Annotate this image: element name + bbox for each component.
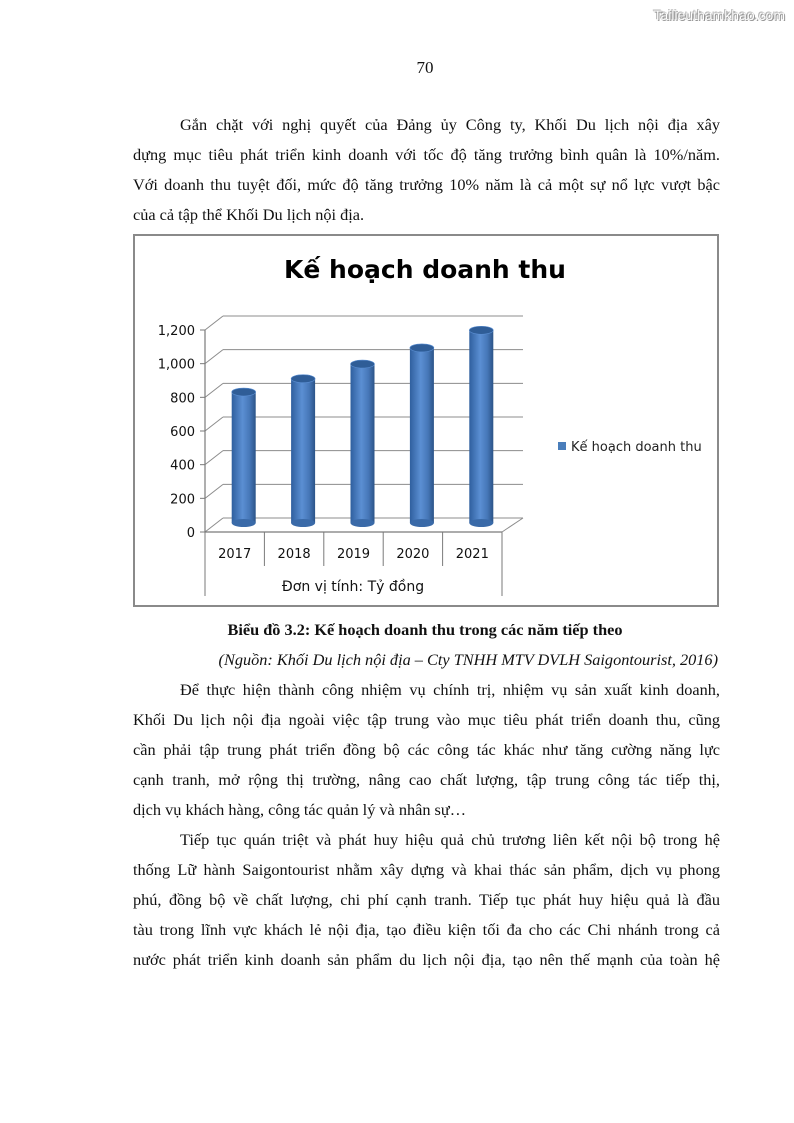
paragraph-line: tàu trong lĩnh vực khách lẻ nội địa, tạo điều kiện tối đa cho các Chi nhánh trong cả <box>133 920 720 939</box>
gridline-side <box>205 417 223 431</box>
figure-caption: Biểu đồ 3.2: Kế hoạch doanh thu trong các năm tiếp theo <box>227 620 623 639</box>
x-tick-label: 2018 <box>277 547 311 562</box>
gridline-side <box>205 451 223 465</box>
bar-body <box>291 379 315 523</box>
bar-top <box>469 326 493 334</box>
y-tick-label: 600 <box>170 425 195 440</box>
revenue-plan-chart <box>135 236 717 605</box>
y-tick-label: 1,000 <box>157 357 195 373</box>
bar-base <box>291 519 315 527</box>
chart-title: Kế hoạch doanh thu <box>284 255 566 284</box>
paragraph-line: Khối Du lịch nội địa ngoài việc tập trung vào mục tiêu phát triển doanh thu, cũng <box>133 710 720 729</box>
paragraph-1 <box>133 110 720 230</box>
watermark: Tailieuthamkhao.com <box>653 7 785 23</box>
bar-base <box>410 519 434 527</box>
paragraph-line: cần phải tập trung phát triển đồng bộ các công tác khác như tăng cường năng lực <box>133 740 720 759</box>
paragraph-line: Để thực hiện thành công nhiệm vụ chính trị, nhiệm vụ sản xuất kinh doanh, <box>180 680 720 699</box>
paragraph-line: dựng mục tiêu phát triển kinh doanh với tốc độ tăng trưởng bình quân là 10%/năm. <box>133 145 720 164</box>
paragraph-line: Gắn chặt với nghị quyết của Đảng ủy Công ty, Khối Du lịch nội địa xây <box>180 115 720 134</box>
paragraph-line: cạnh tranh, mở rộng thị trường, nâng cao chất lượng, tập trung công tác tiếp thị, <box>133 770 720 789</box>
figure-source: (Nguồn: Khối Du lịch nội địa – Cty TNHH MTV DVLH Saigontourist, 2016) <box>218 650 718 669</box>
gridline-side <box>205 316 223 330</box>
bar-top <box>291 375 315 383</box>
legend-label: Kế hoạch doanh thu <box>571 440 702 455</box>
paragraph-line: của cả tập thể Khối Du lịch nội địa. <box>133 205 365 224</box>
paragraph-line: dịch vụ khách hàng, công tác quản lý và nhân sự… <box>133 800 467 819</box>
bar-body <box>232 392 256 523</box>
legend-swatch <box>558 442 566 450</box>
paragraph-3 <box>133 825 720 975</box>
y-tick-label: 800 <box>170 391 195 407</box>
bar-body <box>469 330 493 523</box>
gridline-side <box>205 350 223 364</box>
bar-base <box>232 519 256 527</box>
y-tick-label: 200 <box>170 492 195 508</box>
bar <box>410 344 434 527</box>
gridline-side <box>205 518 223 532</box>
y-tick-label: 0 <box>186 526 195 541</box>
x-tick-label: 2019 <box>336 547 371 562</box>
x-tick-label: 2020 <box>396 547 430 562</box>
y-tick-label: 400 <box>170 458 195 474</box>
bar-top <box>410 344 434 352</box>
x-axis-label: Đơn vị tính: Tỷ đồng <box>281 579 425 595</box>
bar-top <box>351 360 375 368</box>
paragraph-line: Tiếp tục quán triệt và phát huy hiệu quả chủ trương liên kết nội bộ trong hệ <box>180 830 720 849</box>
paragraph-line: Với doanh thu tuyệt đối, mức độ tăng trưởng 10% năm là cả một sự nổ lực vượt bậc <box>133 175 720 194</box>
bar <box>351 360 375 527</box>
x-tick-label: 2017 <box>218 547 252 562</box>
bar <box>232 388 256 527</box>
bar <box>469 326 493 527</box>
gridline-side <box>205 383 223 397</box>
bar-body <box>351 364 375 523</box>
x-tick-label: 2021 <box>455 547 489 562</box>
bar-base <box>469 519 493 527</box>
gridline-side <box>205 484 223 498</box>
paragraph-line: nước phát triển kinh doanh sản phẩm du lịch nội địa, tạo nên thế mạnh của toàn hệ <box>133 950 720 969</box>
chart-frame <box>133 234 719 607</box>
paragraph-line: thống Lữ hành Saigontourist nhằm xây dựng và khai thác sản phẩm, dịch vụ phong <box>133 860 720 879</box>
bar <box>291 375 315 527</box>
paragraph-2 <box>133 675 720 825</box>
floor-edge <box>502 518 523 532</box>
bar-top <box>232 388 256 396</box>
paragraph-line: phú, đồng bộ về chất lượng, chi phí cạnh tranh. Tiếp tục phát huy hiệu quả là đầu <box>133 890 720 909</box>
y-tick-label: 1,200 <box>157 324 195 339</box>
bar-body <box>410 348 434 523</box>
bar-base <box>351 519 375 527</box>
legend <box>558 440 702 455</box>
page-number: 70 <box>416 58 434 77</box>
